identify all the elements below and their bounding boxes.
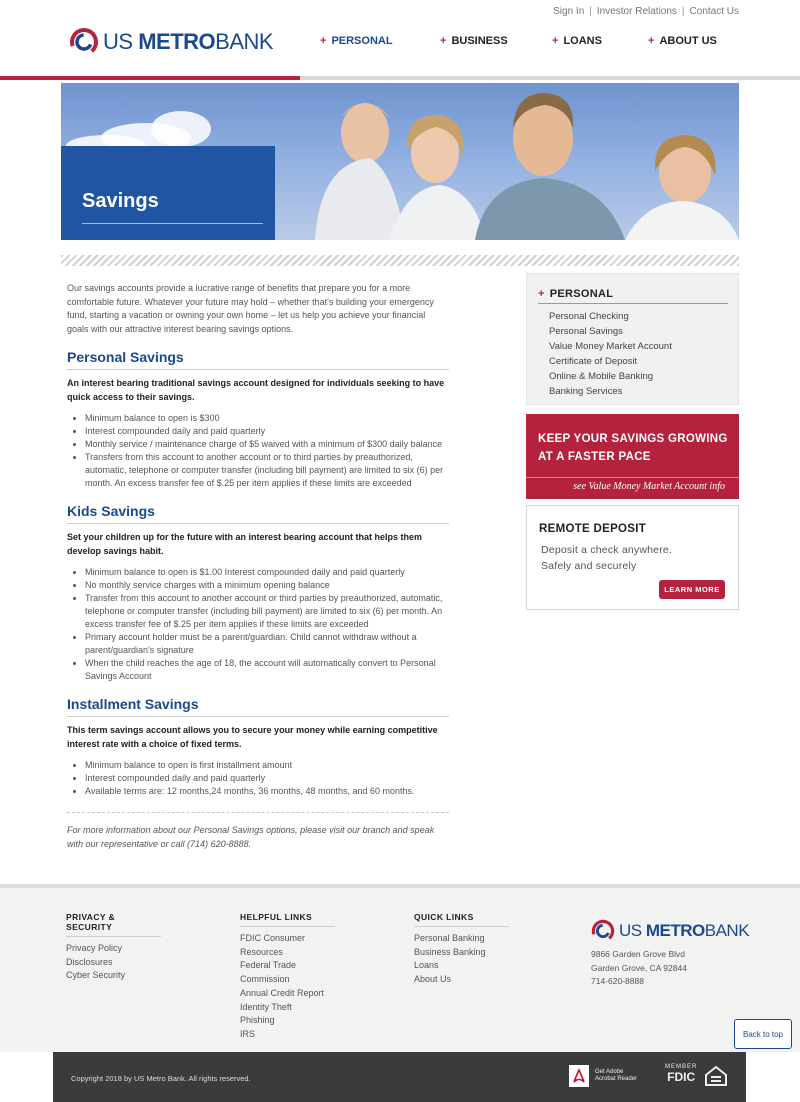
footer-address: 9866 Garden Grove Blvd Garden Grove, CA 92844 714-620-8888 — [591, 948, 687, 989]
divider — [82, 223, 263, 224]
main-content — [67, 282, 449, 851]
section-title-personal-savings: Personal Savings — [67, 349, 449, 370]
nav-loans[interactable]: + LOANS — [552, 35, 602, 47]
footer-col-title: QUICK LINKS — [414, 912, 509, 927]
list-item: Available terms are: 12 months,24 months, 36 months, 48 months, and 60 months. — [67, 785, 449, 798]
footer-link[interactable]: Phishing — [240, 1015, 275, 1026]
utility-nav — [553, 6, 739, 17]
list-item: Minimum balance to open is first installment amount — [67, 759, 449, 772]
sidebar-item-personal-checking[interactable]: Personal Checking — [549, 311, 629, 322]
footer-link[interactable]: Business Banking — [414, 946, 486, 957]
nav-personal[interactable]: + PERSONAL — [320, 35, 393, 47]
savings-promo[interactable] — [526, 414, 739, 499]
sidebar-item-online-banking[interactable]: Online & Mobile Banking — [549, 371, 654, 382]
deposit-text: Deposit a check anywhere. Safely and securely — [541, 544, 673, 572]
footer-link[interactable]: Resources — [240, 946, 284, 957]
contact-us-link[interactable]: Contact Us — [689, 6, 739, 17]
section-title-kids-savings: Kids Savings — [67, 503, 449, 524]
list-item: When the child reaches the age of 18, the account will automatically convert to Personal Savings Account — [67, 657, 449, 683]
feature-list — [67, 759, 449, 798]
acrobat-icon — [569, 1065, 589, 1087]
learn-more-button[interactable]: LEARN MORE — [659, 580, 725, 599]
nav-about-us[interactable]: + ABOUT US — [648, 35, 717, 47]
divider: | — [589, 6, 592, 17]
divider — [526, 477, 739, 478]
list-item: Interest compounded daily and paid quarterly — [67, 772, 449, 785]
divider: | — [681, 6, 685, 17]
footer-link[interactable]: Commission — [240, 974, 290, 985]
brand-name: US METROBANK — [619, 921, 750, 940]
back-to-top-button[interactable]: Back to top — [734, 1019, 792, 1049]
intro-text: Our savings accounts provide a lucrative range of benefits that prepare you for a more comfortable future. Whatever your future may hold – whether that's building your emergency fund, starting a vacation or owning your own home – let us help you achieve your financial goals with our attractive interest bearing savings options. — [67, 283, 434, 334]
footer-link[interactable]: Identity Theft — [240, 1001, 292, 1012]
sidebar-nav-list — [549, 309, 672, 399]
footer-link[interactable]: Annual Credit Report — [240, 987, 325, 998]
swoosh-logo-icon — [591, 919, 615, 943]
footer-link[interactable]: IRS — [240, 1028, 256, 1039]
list-item: No monthly service charges with a minimum opening balance — [67, 579, 449, 592]
closing-note: For more information about our Personal Savings options, please visit our branch and speak with our representative or call (714) 620-8888. — [67, 812, 449, 851]
main-nav — [0, 35, 800, 49]
footer-phone: 714-620-8888 — [591, 976, 644, 986]
bottom-bar — [53, 1052, 746, 1102]
nav-business[interactable]: + BUSINESS — [440, 35, 508, 47]
list-item: Transfers from this account to another account or to third parties by preauthorized, automatic, telephone or computer transfer (including bill payment) are limited to six (6) per month. An excess transfer fee of $.25 per item applies if these limits are exceeded — [67, 451, 449, 490]
hero-banner — [61, 83, 739, 240]
footer-link[interactable]: Cyber Security — [66, 970, 126, 981]
acrobat-reader-link[interactable]: Get Adobe Acrobat Reader — [569, 1065, 637, 1087]
hatch-divider — [61, 255, 739, 266]
footer-col-privacy — [66, 912, 161, 983]
footer-col-quick — [414, 912, 509, 987]
sidebar-item-money-market[interactable]: Value Money Market Account — [549, 341, 672, 352]
header-rule — [0, 76, 800, 80]
footer-link[interactable]: FDIC Consumer — [240, 933, 306, 943]
footer-col-helpful — [240, 912, 335, 1042]
promo-link[interactable]: see Value Money Market Account info — [573, 481, 725, 492]
footer — [0, 884, 800, 1052]
copyright: Copyright 2018 by US Metro Bank. All rights reserved. — [71, 1074, 251, 1083]
list-item: Interest compounded daily and paid quarterly — [67, 425, 449, 438]
footer-link[interactable]: Federal Trade — [240, 960, 297, 971]
sidebar-item-banking-services[interactable]: Banking Services — [549, 386, 623, 397]
footer-logo[interactable] — [591, 919, 749, 943]
footer-link[interactable]: Privacy Policy — [66, 943, 123, 953]
sidebar-nav — [526, 273, 739, 405]
footer-link[interactable]: Loans — [414, 960, 439, 971]
brand-name: US METROBANK — [103, 29, 274, 54]
footer-col-title: PRIVACY & SECURITY — [66, 912, 161, 937]
feature-list — [67, 566, 449, 683]
investor-relations-link[interactable]: Investor Relations — [596, 6, 677, 17]
promo-title: KEEP YOUR SAVINGS GROWING AT A FASTER PACE — [538, 433, 728, 463]
list-item: Minimum balance to open is $1.00 Interest compounded daily and paid quarterly — [67, 566, 449, 579]
section-lead: This term savings account allows you to secure your money while earning competitive interest rate with a choice of fixed terms. — [67, 725, 438, 749]
section-lead: An interest bearing traditional savings account designed for individuals seeking to have quick access to their savings. — [67, 378, 445, 402]
page-title: Savings — [82, 190, 159, 212]
footer-link[interactable]: About Us — [414, 974, 452, 985]
footer-link[interactable]: Disclosures — [66, 956, 113, 967]
footer-col-title: HELPFUL LINKS — [240, 912, 335, 927]
list-item: Monthly service / maintenance charge of $5 waived with a minimum of $300 daily balance — [67, 438, 449, 451]
remote-deposit-card — [526, 505, 739, 610]
sign-in-link[interactable]: Sign In — [553, 6, 585, 17]
hero-title-panel — [61, 146, 275, 240]
sidebar-item-personal-savings[interactable]: Personal Savings — [549, 326, 623, 337]
list-item: Primary account holder must be a parent/guardian. Child cannot withdraw without a parent/guardian's signature — [67, 631, 449, 657]
equal-housing-icon — [704, 1065, 728, 1087]
list-item: Minimum balance to open is $300 — [67, 412, 449, 425]
section-lead: Set your children up for the future with an interest bearing account that helps them develop savings habit. — [67, 532, 423, 556]
fdic-badge: MEMBER FDIC — [665, 1064, 698, 1084]
section-title-installment-savings: Installment Savings — [67, 696, 449, 717]
list-item: Transfer from this account to another account or third parties by preauthorized, automatic, telephone or computer transfer (including bill payment) are limited to six (6) per month. An excess transfer fee of $.25 per item applies if these limits are exceeded — [67, 592, 449, 631]
footer-link[interactable]: Personal Banking — [414, 933, 485, 943]
sidebar-nav-title: + PERSONAL — [538, 288, 728, 304]
feature-list — [67, 412, 449, 490]
deposit-title: REMOTE DEPOSIT — [539, 523, 647, 535]
family-photo — [275, 83, 739, 240]
sidebar-item-certificate-of-deposit[interactable]: Certificate of Deposit — [549, 356, 638, 367]
